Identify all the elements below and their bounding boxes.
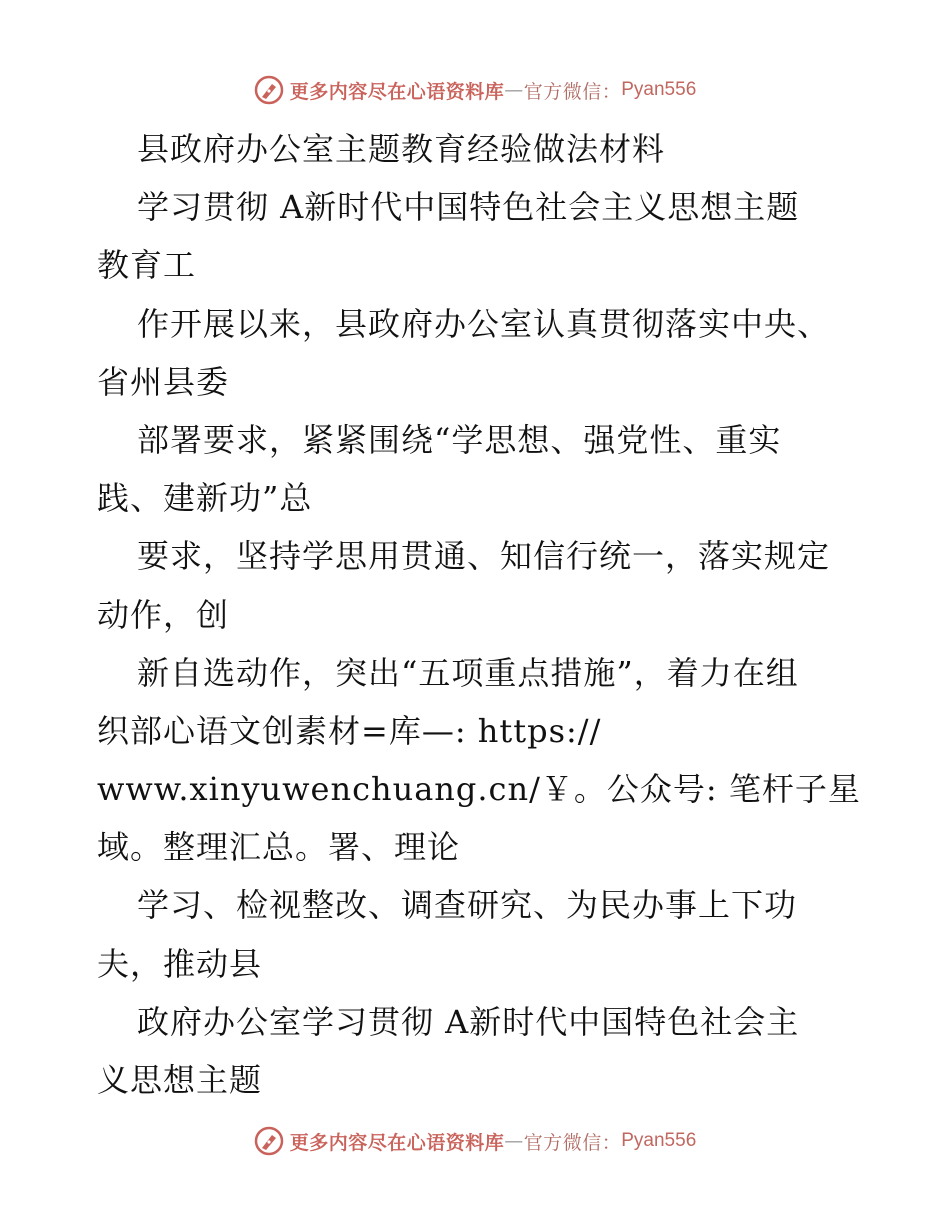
paragraph-line: 学习贯彻 A新时代中国特色社会主义思想主题 bbox=[137, 188, 800, 227]
banner-main-text: 更多内容尽在心语资料库 bbox=[289, 1131, 505, 1154]
paragraph-line: 教育工 bbox=[97, 246, 197, 285]
banner-wechat-id: Pyan556 bbox=[621, 79, 697, 100]
paragraph-line: 政府办公室学习贯彻 A新时代中国特色社会主 bbox=[137, 1002, 800, 1041]
banner-main-text: 更多内容尽在心语资料库 bbox=[289, 80, 505, 103]
footer-banner bbox=[0, 1121, 950, 1161]
pen-nib-logo-icon bbox=[254, 75, 284, 105]
paragraph-line: www.xinyuwenchuang.cn/￥。公众号: 笔杆子星 bbox=[97, 770, 861, 809]
document-body bbox=[97, 120, 877, 1109]
paragraph-line: 部署要求，紧紧围绕“学思想、强党性、重实 bbox=[137, 420, 782, 459]
pen-nib-logo-icon bbox=[254, 1126, 284, 1156]
paragraph-line: 义思想主题 bbox=[97, 1061, 263, 1099]
header-banner bbox=[0, 70, 950, 110]
paragraph-line: 践、建新功”总 bbox=[97, 479, 313, 518]
banner-wechat-id: Pyan556 bbox=[621, 1130, 697, 1151]
banner-official-text: 官方微信： bbox=[523, 1131, 622, 1154]
paragraph-line: 夫，推动县 bbox=[97, 944, 263, 983]
paragraph-line: 要求，坚持学思用贯通、知信行统一，落实规定 bbox=[137, 537, 831, 576]
paragraph-line: 作开展以来，县政府办公室认真贯彻落实中央、 bbox=[137, 304, 831, 343]
banner-dash: — bbox=[504, 79, 524, 101]
paragraph-line: 动作，创 bbox=[97, 595, 230, 634]
paragraph-line: 省州县委 bbox=[97, 362, 230, 401]
paragraph-line: 学习、检视整改、调查研究、为民办事上下功 bbox=[137, 886, 798, 925]
paragraph-line: 织部心语文创素材=库—: https:// bbox=[97, 711, 602, 750]
banner-official-text: 官方微信： bbox=[523, 80, 622, 103]
paragraph-line: 新自选动作，突出“五项重点措施”，着力在组 bbox=[137, 653, 799, 692]
document-title: 县政府办公室主题教育经验做法材料 bbox=[137, 130, 666, 168]
banner-dash: — bbox=[504, 1130, 524, 1152]
paragraph-line: 域。整理汇总。署、理论 bbox=[97, 828, 461, 867]
